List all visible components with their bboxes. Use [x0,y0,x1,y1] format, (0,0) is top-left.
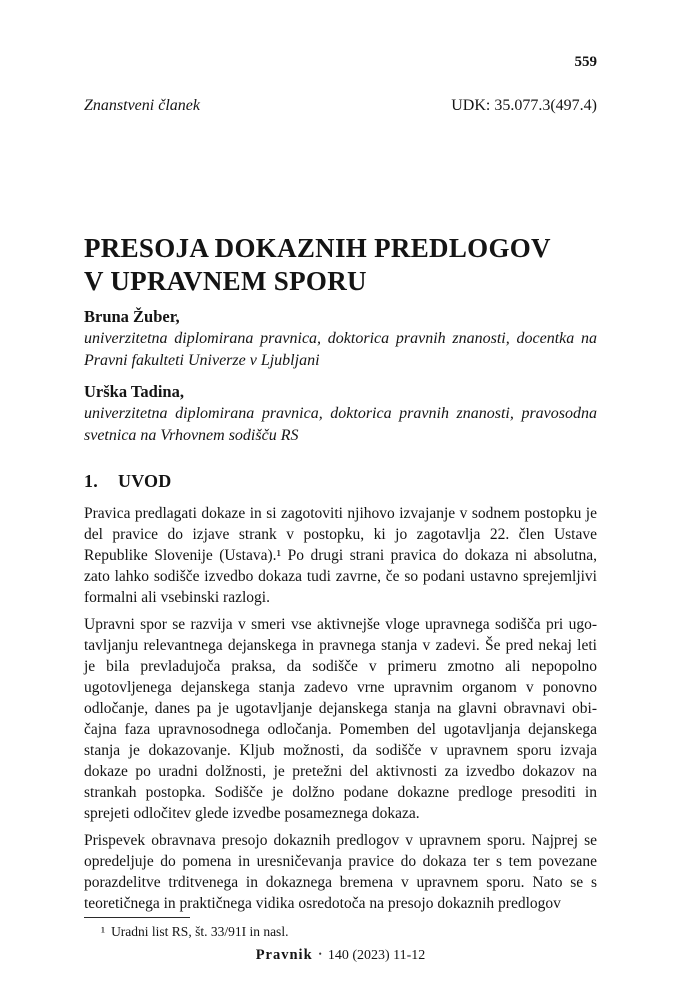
page-footer [0,947,681,964]
footnote [84,923,597,941]
journal-name: Pravnik [255,947,313,963]
paragraph: Upravni spor se razvija v smeri vse aktivnejše vloge upravnega sodišča pri ugotavljanju relevantnega dejanskega in pravnega stanja v zadevi. Še pred nekaj leti je bila prevladujoča praksa, da sodišče v primeru zmotno ali nepopolno ugotovljenega dejanskega stanja zadevo vrne upravnim organom v ponovno odločanje, danes pa je ugotavljanje dejanskega stanja na glavni obravnavi običajna faza upravnosodnega odločanja. Pomemben del ugotavljanja dejanskega stanja je dokazovanje. Kljub možnosti, da sodišče v upravnem sporu izvaja dokaze po uradni dolžnosti, je pretežni del aktivnosti za izvedbo dokazov na strankah postopka. Sodišče je dolžno podane dokazne predloge presoditi in sprejeti odločitev glede izvedbe posameznega dokaza. [84,616,597,822]
footnote-marker: ¹ [101,924,106,939]
page-number: 559 [574,54,597,70]
header-meta-row [84,96,597,116]
journal-issue-info: 140 (2023) 11-12 [327,948,426,963]
paragraph: Prispevek obravnava presojo dokaznih predlogov v upravnem sporu. Najprej se opredeljuje do pomena in uresničevanja pravice do dokaza ter s tem povezane porazdelitve trditvenega in dokaznega bremena v upravnem sporu. Nato se s teoretičnega in praktičnega vidika osredotoča na presojo dokaznih predlogov [84,832,597,912]
footer-separator-dot: • [318,949,322,959]
article-type-label: Znanstveni članek [84,97,200,114]
authors-section [84,306,597,447]
section-heading [84,469,597,493]
footnote-area [84,917,597,941]
author-name: Bruna Žuber, [84,307,180,326]
udk-code: UDK: 35.077.3(497.4) [451,97,597,114]
paragraph: Pravica predlagati dokaze in si zagotoviti njihovo izvajanje v sodnem postopku je del pravice do izjave strank v postopku, ki jo zagotavlja 22. člen Ustave Republike Slovenije (Ustava).¹ Po drugi strani pravica do dokaza ni absolutna, zato lahko sodišče izvedbo dokaza tudi zavrne, če so podani ustavno sprejemljivi formalni ali vsebinski razlogi. [84,505,597,606]
author-name: Urška Tadina, [84,382,184,401]
author-block [84,381,597,447]
article-title-line-2: V UPRAVNEM SPORU [84,266,367,296]
footnote-separator-rule [84,917,190,918]
section-title: UVOD [118,471,172,491]
article-title-line-1: PRESOJA DOKAZNIH PREDLOGOV [84,233,551,263]
author-affiliation: univerzitetna diplomirana pravnica, doktorica pravnih znanosti, pravosodna svetnica na Vrhovnem sodišču RS [84,405,597,444]
section-number: 1. [84,471,98,491]
article-title [84,232,597,298]
author-affiliation: univerzitetna diplomirana pravnica, doktorica pravnih znanosti, docentka na Pravni fakulteti Univerze v Ljubljani [84,330,597,369]
author-block [84,306,597,372]
footnote-text: Uradni list RS, št. 33/91I in nasl. [111,924,289,939]
article-body [84,503,597,914]
